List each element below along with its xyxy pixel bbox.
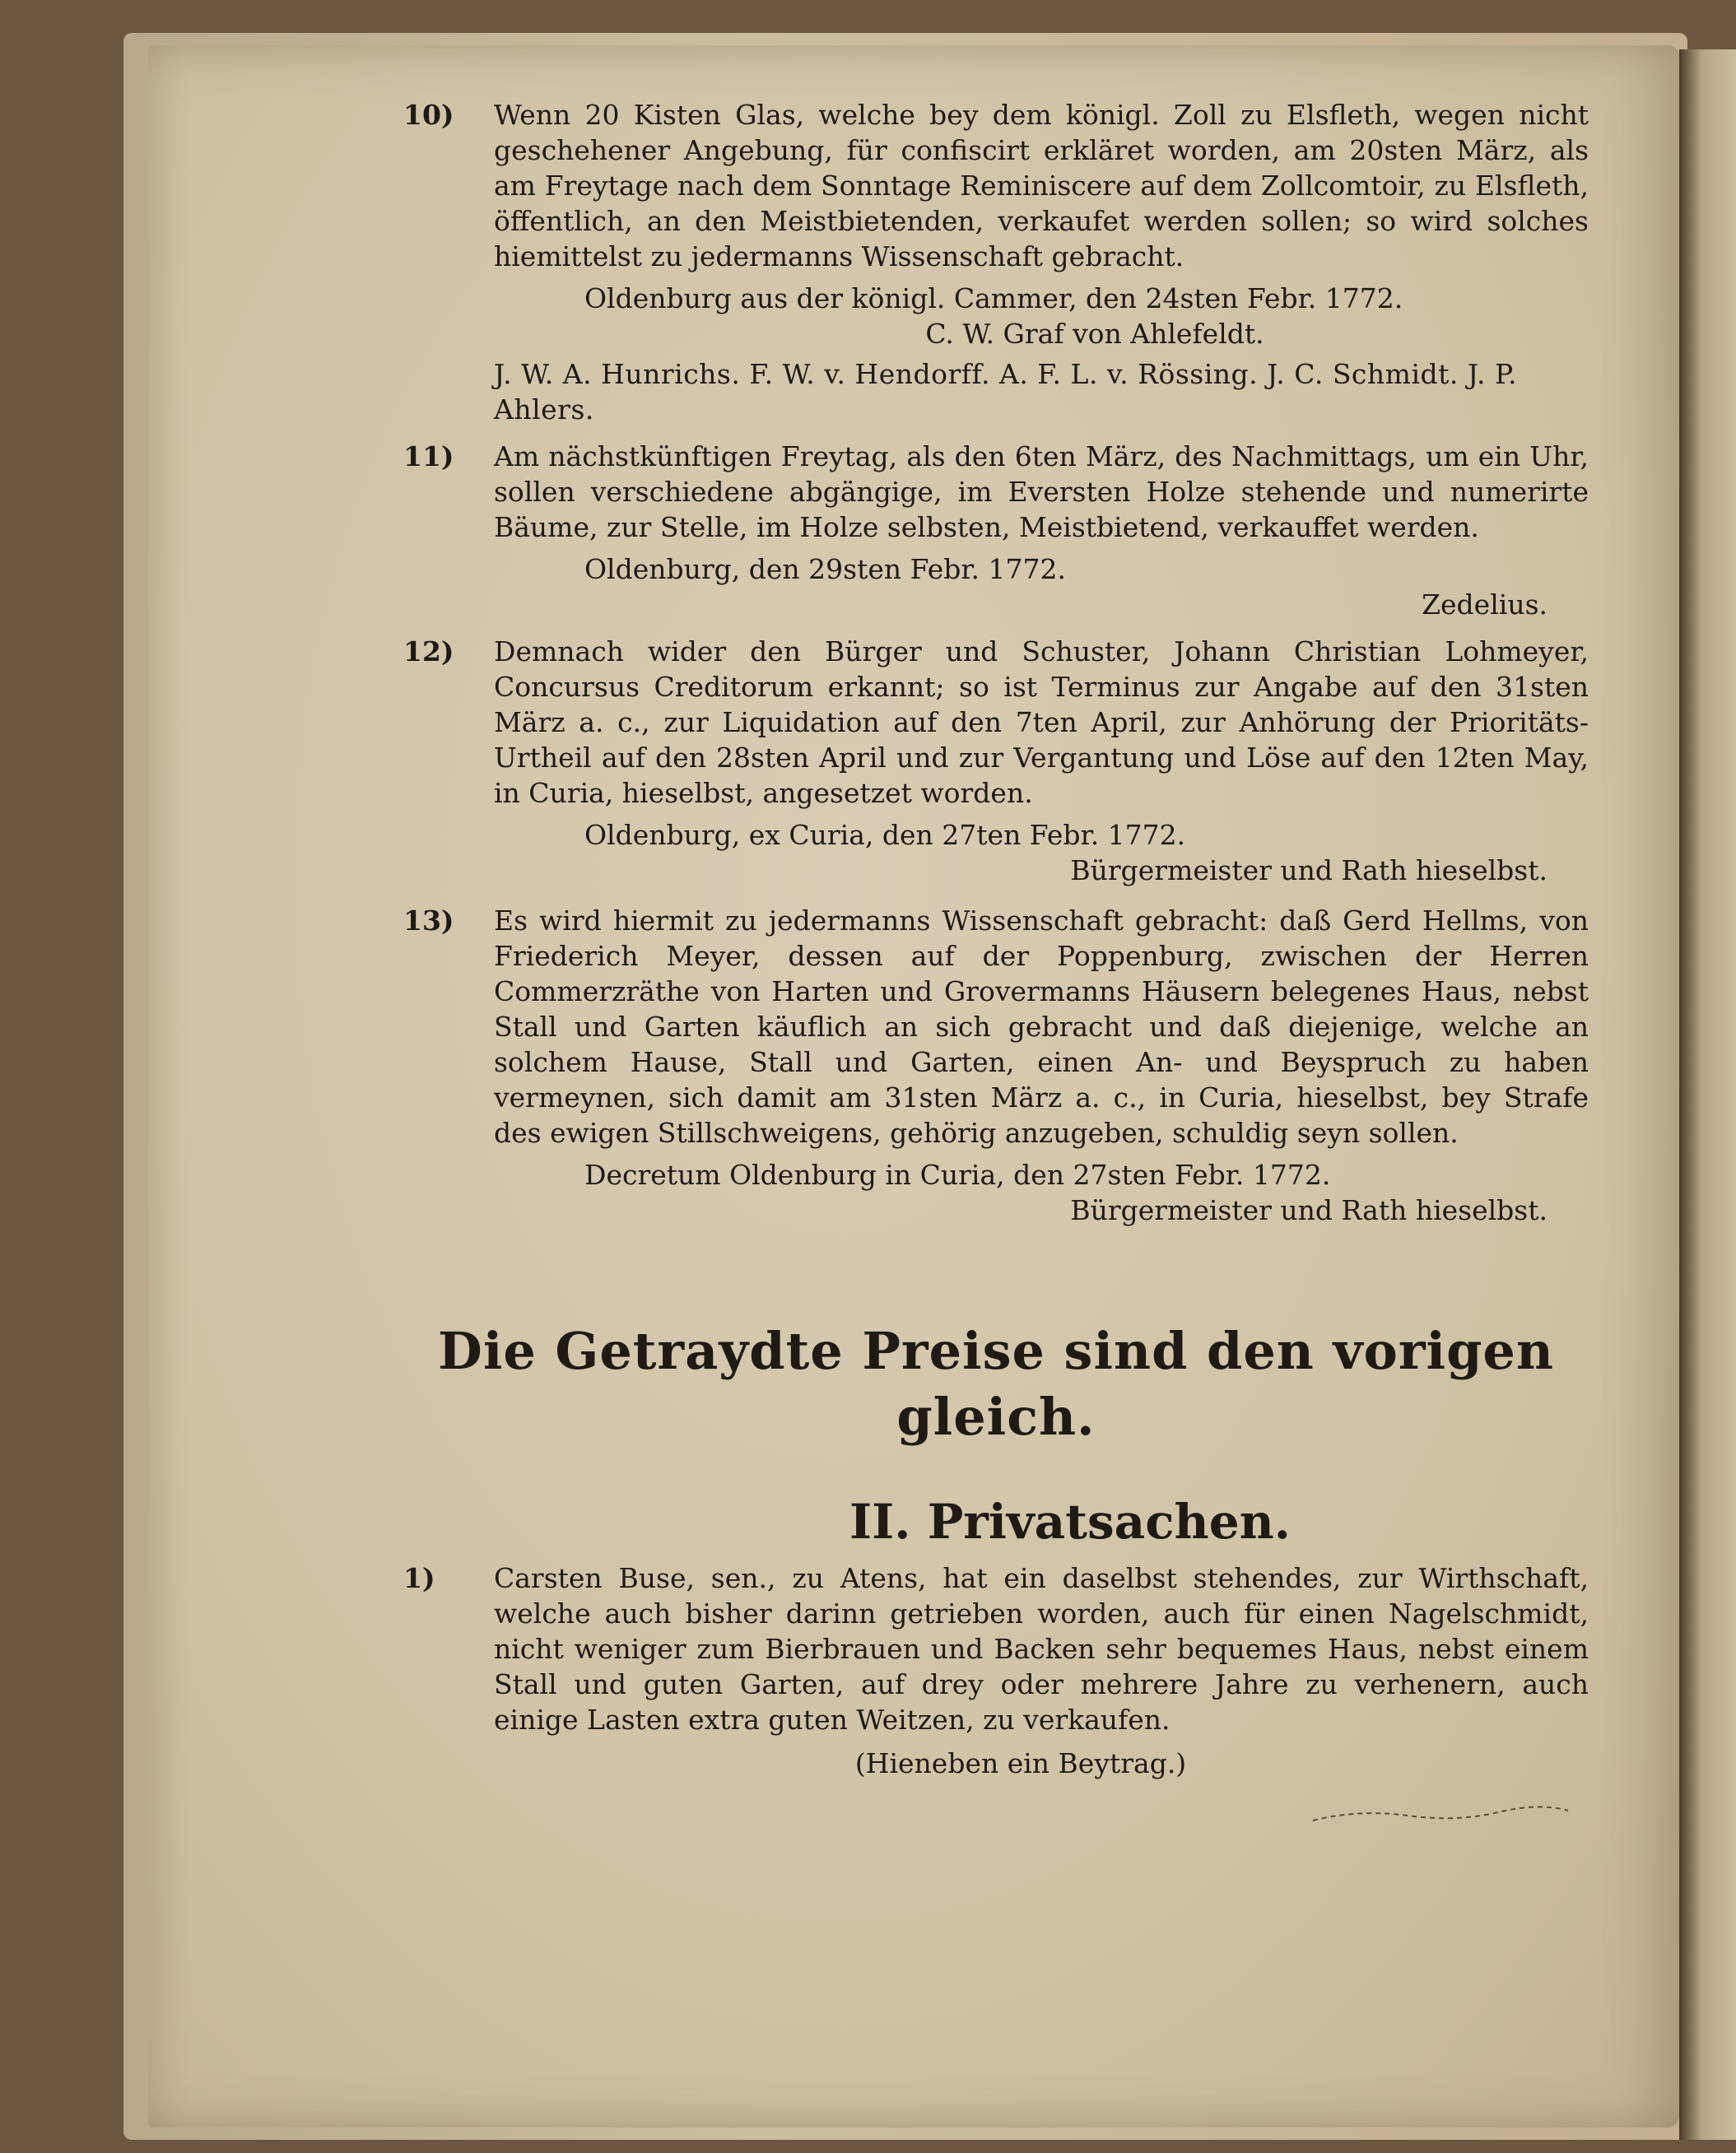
entry-number: 11) [403, 440, 454, 472]
grain-price-heading: Die Getraydte Preise sind den vorigen gleich. [438, 1321, 1554, 1447]
private-entry-1 [403, 1560, 1589, 1737]
entry-text: Carsten Buse, sen., zu Atens, hat ein daselbst stehendes, zur Wirthschaft, welche auch bisher darinn getrieben worden, auch für einen Nagelschmidt, nicht weniger zum Bierbrauen und Backen sehr bequemes Haus, nebst einem Stall und guten Garten, auf drey oder mehrere Jahre zu verhenern, auch einige Lasten extra guten Weitzen, zu verkaufen. [494, 1562, 1589, 1736]
entry-signature: Bürgermeister und Rath hieselbst. [1070, 1194, 1548, 1226]
entry-text: Wenn 20 Kisten Glas, welche bey dem königl. Zoll zu Elsfleth, wegen nicht geschehener Angebung, für confiscirt erkläret worden, am 20sten März, als am Freytage nach dem Sonntage Reminiscere auf dem Zollcomtoir, zu Elsfleth, öffentlich, an den Meistbietenden, verkaufet werden sollen; so wird solches hiemittelst zu jedermanns Wissenschaft gebracht. [494, 99, 1589, 272]
entry-number: 1) [403, 1562, 435, 1594]
entry-place-date: Oldenburg, ex Curia, den 27ten Febr. 1772. [584, 819, 1186, 851]
book-gutter [1679, 49, 1736, 2140]
section-heading: II. Privatsachen. [849, 1494, 1291, 1550]
entry-place-date: Oldenburg aus der königl. Cammer, den 24sten Febr. 1772. [584, 282, 1403, 314]
entry-signature: Zedelius. [1422, 588, 1548, 621]
entry-number: 10) [403, 99, 454, 131]
decorative-flourish [1309, 1802, 1572, 1827]
entry-signature: C. W. Graf von Ahlefeldt. [925, 318, 1264, 350]
notice-entry-11 [403, 439, 1589, 545]
entry-text: Demnach wider den Bürger und Schuster, Johann Christian Lohmeyer, Concursus Creditorum erkannt; so ist Terminus zur Angabe auf den 31sten März a. c., zur Liquidation auf den 7ten April, zur Anhörung der Prioritäts-Urtheil auf den 28sten April und zur Vergantung und Löse auf den 12ten May, in Curia, hieselbst, angesetzet worden. [494, 635, 1589, 809]
entry-text: Es wird hiermit zu jedermanns Wissenschaft gebracht: daß Gerd Hellms, von Friederich Meyer, dessen auf der Poppenburg, zwischen der Herren Commerzräthe von Harten und Grovermanns Häusern belegenes Haus, nebst Stall und Garten käuflich an sich gebracht und daß diejenige, welche an solchem Hause, Stall und Garten, einen An- und Beyspruch zu haben vermeynen, sich damit am 31sten März a. c., in Curia, hieselbst, bey Strafe des ewigen Stillschweigens, gehörig anzugeben, schuldig seyn sollen. [494, 904, 1589, 1149]
page-content [403, 97, 1589, 1781]
entry-text: Am nächstkünftigen Freytag, als den 6ten März, des Nachmittags, um ein Uhr, sollen verschiedene abgängige, im Eversten Holze stehende und numerirte Bäume, zur Stelle, im Holze selbsten, Meistbietend, verkauffet werden. [494, 440, 1589, 543]
entry-place-date: Oldenburg, den 29sten Febr. 1772. [584, 553, 1066, 585]
supplement-note: (Hieneben ein Beytrag.) [854, 1747, 1187, 1779]
entry-officials: J. W. A. Hunrichs. F. W. v. Hendorff. A. F. L. v. Rössing. J. C. Schmidt. J. P. Ahlers. [494, 358, 1518, 425]
entry-number: 13) [403, 904, 454, 937]
entry-place-date: Decretum Oldenburg in Curia, den 27sten Febr. 1772. [584, 1159, 1331, 1191]
notice-entry-10 [403, 97, 1589, 274]
notice-entry-12 [403, 634, 1589, 811]
notice-entry-13 [403, 903, 1589, 1151]
entry-number: 12) [403, 635, 454, 667]
entry-signature: Bürgermeister und Rath hieselbst. [1070, 854, 1548, 886]
